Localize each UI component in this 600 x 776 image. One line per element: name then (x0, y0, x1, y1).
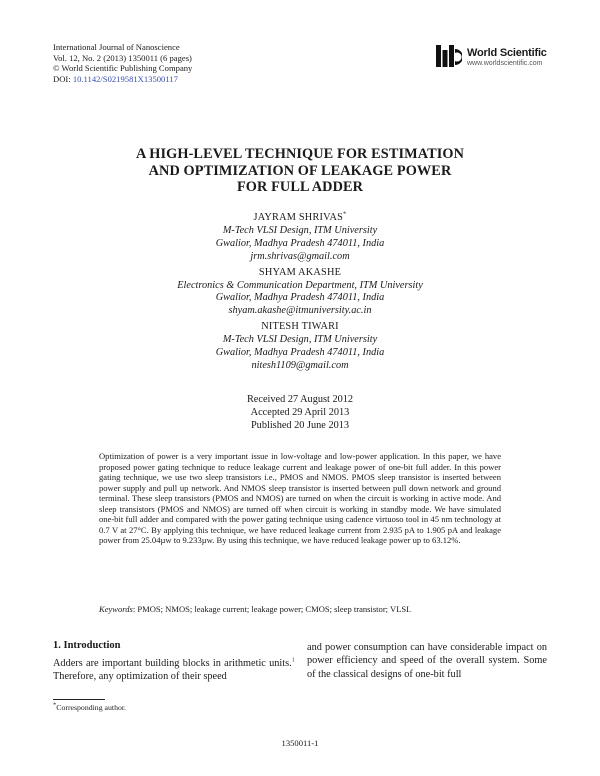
received-date: Received 27 August 2012 (246, 394, 354, 405)
author-email[interactable]: nitesh1109@gmail.com (251, 359, 349, 371)
paper-title (60, 146, 540, 196)
author-address: Gwalior, Madhya Pradesh 474011, India (215, 347, 385, 359)
author-dept: M-Tech VLSI Design, ITM University (222, 334, 378, 346)
doi-link[interactable]: 10.1142/S0219581X13500117 (72, 73, 178, 84)
author-dept: Electronics & Communication Department, ITM University (177, 279, 423, 291)
world-scientific-logo-icon (436, 44, 462, 70)
abstract: Optimization of power is a very important issue in low-voltage and low-power application. In this paper, we have proposed power gating technique to reduce leakage current and leakage power of one-bit full adder. In this power gating technique, we use two sleep transistors i.e., PMOS and NMOS. PMOS sleep transistor is inserted between power supply and pull up network. And NMOS sleep transistor is inserted between pull down network and ground terminal. These sleep transistors (PMOS and NMOS) are turned on when the circuit is working in active mode. And sleep transistors (PMOS and NMOS) are turned off when circuit is working in standby mode. We have simulated one-bit full adder and compared with the power gating technique using cadence virtuoso tool in 45 nm technology at 0.7 V at 27°C. By applying this technique, we have reduced leakage current from 2.935 pA to 1.905 pA and leakage power from 25.04µw to 9.233µw. By using this technique, we have reduced leakage power up to 63.12%. (99, 451, 501, 545)
journal-copyright: © World Scientific Publishing Company (53, 63, 193, 73)
author-email[interactable]: jrm.shrivas@gmail.com (250, 250, 350, 262)
keywords (99, 604, 501, 615)
keywords-sep: : (132, 604, 138, 614)
author-name (60, 212, 540, 225)
author-block (60, 212, 540, 264)
logo-site: www.worldscientific.com (467, 60, 543, 67)
accepted-date: Accepted 29 April 2013 (250, 406, 350, 418)
journal-doi (53, 74, 192, 85)
author-block (60, 321, 540, 373)
journal-info (53, 42, 192, 84)
publication-dates (60, 394, 540, 433)
doi-label: DOI: (53, 73, 73, 84)
journal-name: International Journal of Nanoscience (53, 42, 180, 52)
title-line: A HIGH-LEVEL TECHNIQUE FOR ESTIMATION (135, 146, 465, 162)
page-number: 1350011-1 (281, 738, 319, 748)
section-heading: 1. Introduction (53, 640, 121, 651)
body-text: Therefore, any optimization of their speed (53, 671, 227, 683)
journal-volume: Vol. 12, No. 2 (2013) 1350011 (6 pages) (53, 52, 192, 63)
author-list (60, 212, 540, 376)
publisher-logo (436, 44, 556, 72)
author-dept: M-Tech VLSI Design, ITM University (222, 224, 378, 236)
body-column-right: and power consumption can have considerable impact on power efficiency and speed of the overall system. Some of the classical designs of one-bit full (307, 642, 547, 680)
logo-brand: World Scientific (467, 47, 547, 59)
author-name: SHYAM AKASHE (258, 266, 342, 278)
author-block (60, 267, 540, 319)
author-address: Gwalior, Madhya Pradesh 474011, India (215, 237, 385, 249)
keywords-text: PMOS; NMOS; leakage current; leakage power; CMOS; sleep transistor; VLSI. (137, 604, 412, 614)
body-text: Adders are important building blocks in arithmetic units. (53, 658, 292, 669)
body-column-left (53, 657, 295, 684)
footnote-mark: * (53, 701, 57, 709)
footnote-divider (53, 699, 105, 700)
author-address: Gwalior, Madhya Pradesh 474011, India (215, 292, 385, 304)
reference-link[interactable]: 1 (291, 656, 295, 664)
keywords-label: Keywords (99, 604, 133, 614)
corresponding-mark: * (343, 210, 347, 218)
author-name-text: JAYRAM SHRIVAS (253, 212, 344, 223)
author-name: NITESH TIWARI (261, 321, 339, 333)
footnote (53, 703, 126, 712)
author-email[interactable]: shyam.akashe@itmuniversity.ac.in (228, 305, 372, 317)
title-line: FOR FULL ADDER (236, 179, 364, 196)
title-line: AND OPTIMIZATION OF LEAKAGE POWER (148, 162, 452, 179)
published-date: Published 20 June 2013 (250, 419, 350, 431)
footnote-text: Corresponding author. (56, 703, 126, 712)
